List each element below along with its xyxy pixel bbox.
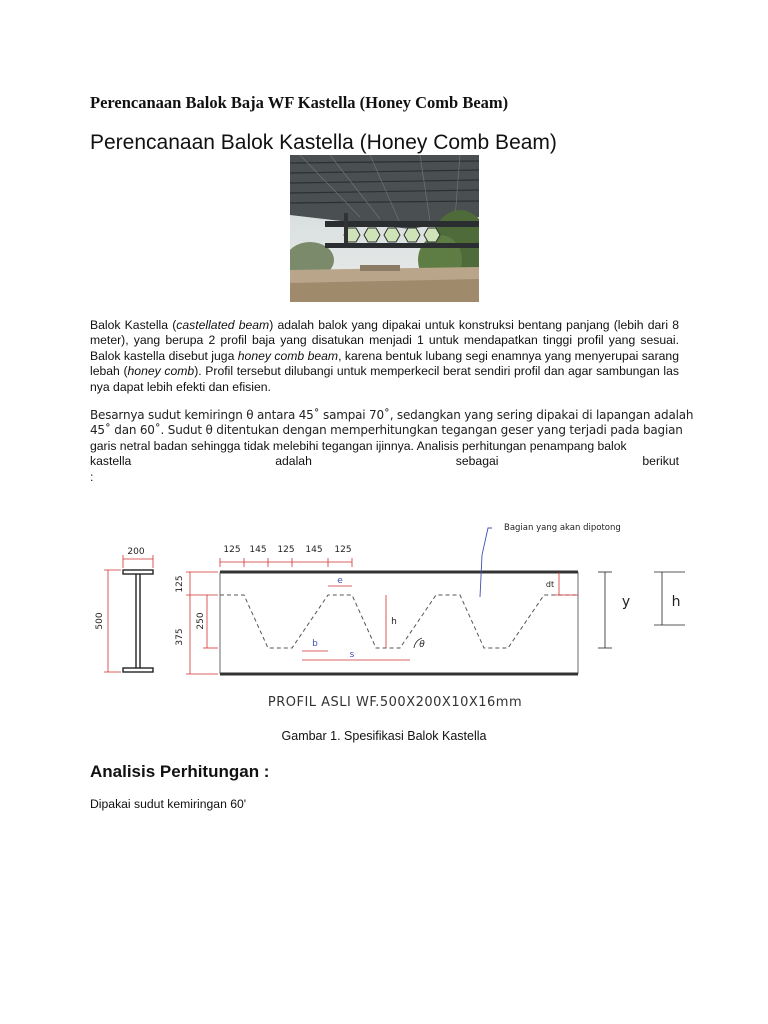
dim-flange-width: 200 <box>127 547 145 557</box>
paragraph-line: : <box>90 469 94 484</box>
callout-text: Bagian yang akan dipotong <box>504 523 621 533</box>
dim-top-2: 145 <box>249 545 267 555</box>
label-y: y <box>621 594 631 610</box>
section-heading: Analisis Perhitungan : <box>90 762 270 781</box>
profile-label: PROFIL ASLI WF.500X200X10X16mm <box>267 695 523 710</box>
paragraph-line: 45˚ dan 60˚. Sudut θ ditentukan dengan memperhitungkan tegangan geser yang terjadi pada bagian <box>90 423 683 438</box>
dim-top-1: 125 <box>223 545 241 555</box>
page-heading: Perencanaan Balok Kastella (Honey Comb Beam) <box>90 131 557 154</box>
dim-top-5: 125 <box>334 545 352 555</box>
paragraph-line: kastella adalah sebagai berikut <box>90 454 679 469</box>
paragraph-definition: Balok Kastella (castellated beam) adalah balok yang dipakai untuk konstruksi bentang panjang (lebih dari 8 meter), yang berupa 2 profil baja yang disatukan menjadi 1 untuk mendapatkan tinggi profil yang sesuai. Balok kastella disebut juga honey comb beam, karena bentuk lubang segi enamnya yang menyerupai sarang lebah (honey comb). Profil tersebut dilubangi untuk memperkecil berat sendiri profil dan agar sambungan las nya dapat lebih efekti dan efisien. <box>90 318 679 394</box>
label-h: h <box>391 617 397 627</box>
label-s: s <box>349 650 355 660</box>
dim-left-2: 375 <box>175 628 185 646</box>
castellated-beam-diagram <box>92 515 690 715</box>
label-h-outer: h <box>671 594 681 610</box>
dim-left-3: 250 <box>196 612 206 630</box>
dim-left-1: 125 <box>175 575 185 593</box>
label-e: e <box>337 576 343 586</box>
paragraph-line: Besarnya sudut kemiringn θ antara 45˚ sampai 70˚, sedangkan yang sering dipakai di lapangan adalah <box>90 408 694 422</box>
castellated-beam-photo <box>290 155 479 302</box>
figure-caption: Gambar 1. Spesifikasi Balok Kastella <box>281 729 487 743</box>
label-dt: dt <box>545 580 555 589</box>
label-b: b <box>312 639 318 649</box>
paragraph-final: Dipakai sudut kemiringan 60' <box>90 797 247 811</box>
paragraph-line: garis netral badan sehingga tidak melebihi tegangan ijinnya. Analisis perhitungan penampang balok <box>90 438 627 453</box>
paragraph-angle <box>90 408 694 485</box>
dim-top-4: 145 <box>305 545 323 555</box>
document-title: Perencanaan Balok Baja WF Kastella (Honey Comb Beam) <box>90 93 509 112</box>
dim-top-3: 125 <box>277 545 295 555</box>
dim-depth: 500 <box>95 612 105 630</box>
label-theta: θ <box>419 640 425 650</box>
i-section <box>123 570 153 672</box>
